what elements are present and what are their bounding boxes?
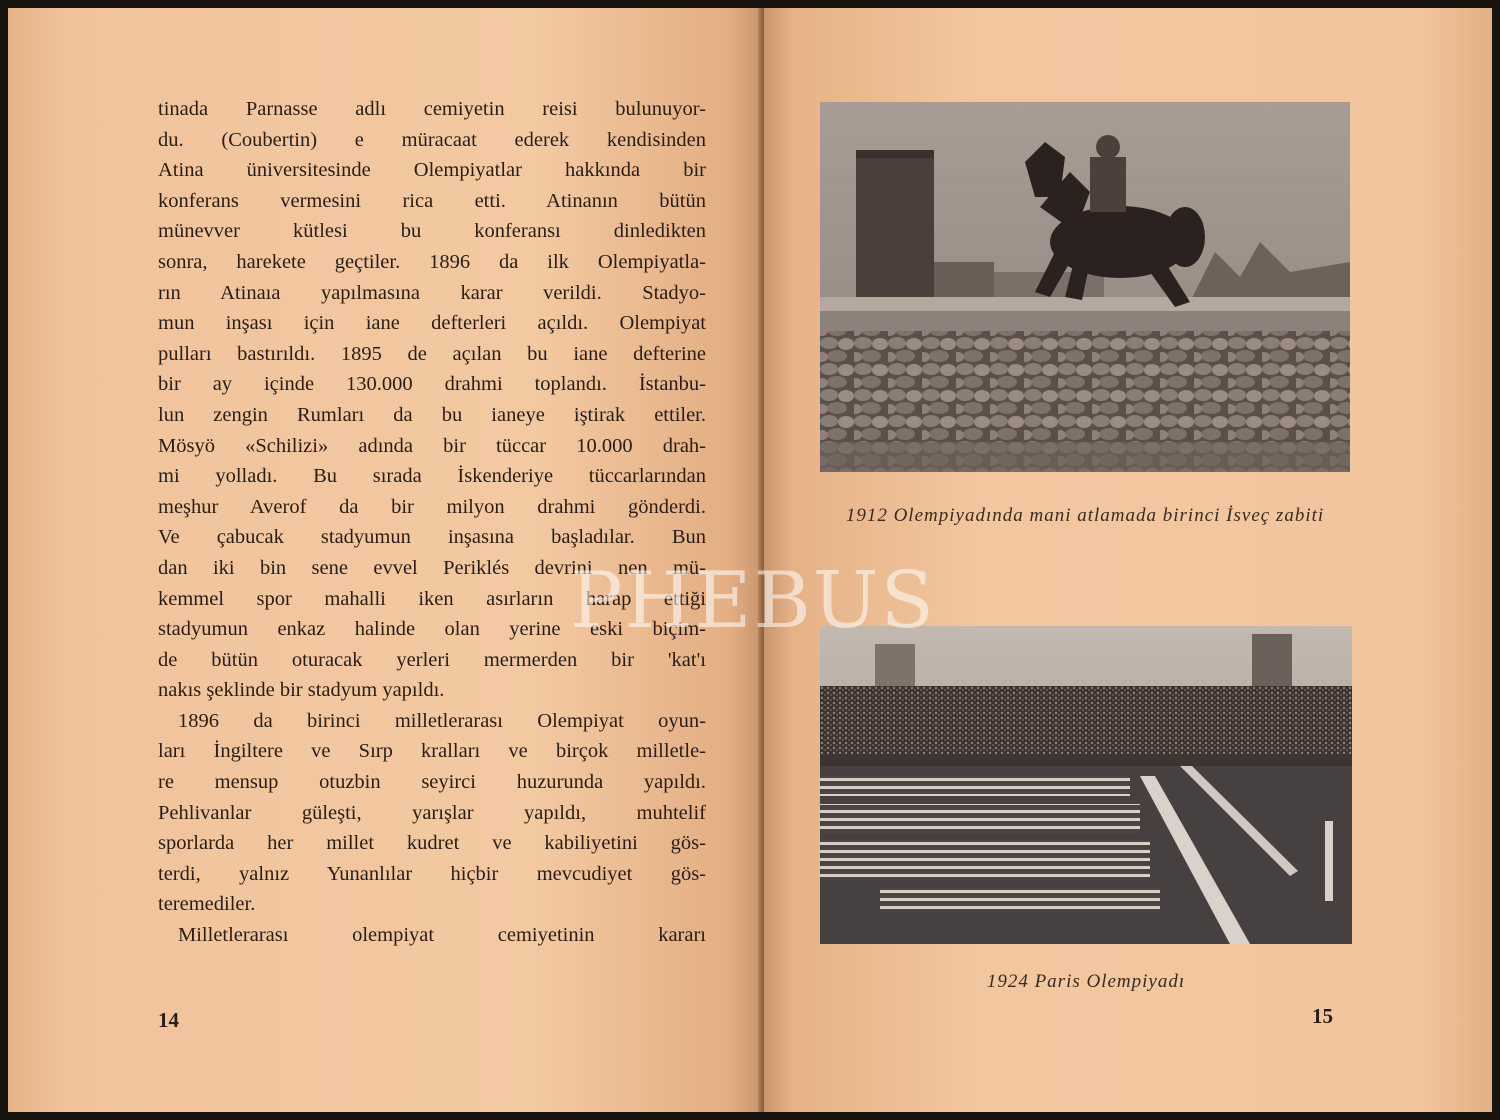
text-line: ları İngiltere ve Sırp kralları ve birçok milletle- [158,740,706,763]
text-line: sporlarda her millet kudret ve kabiliyetini gös- [158,832,706,855]
text-line: mun inşası için iane defterleri açıldı. Olempiyat [158,312,706,335]
text-line: teremediler. [158,893,256,916]
watermark-text: PHEBUS [570,556,936,646]
text-line: mi yolladı. Bu sırada İskenderiye tüccarlarından [158,465,706,488]
stadium-photo [820,626,1352,944]
text-line: bir ay içinde 130.000 drahmi toplandı. İstanbu- [158,373,706,396]
text-line: sonra, harekete geçtiler. 1896 da ilk Olempiyatla- [158,250,706,273]
photo2-caption: 1924 Paris Olempiyadı [986,971,1186,992]
text-line: meşhur Averof da bir milyon drahmi gönderdi. [158,495,706,518]
show-jumping-illustration [820,102,1350,472]
text-line: Ve çabucak stadyumun inşasına başladılar. Bun [158,526,706,549]
page-number-right: 15 [1312,1004,1333,1028]
book-spread [8,8,1492,1112]
photo1-caption: 1912 Olempiyadında mani atlamada birinci İsveç zabiti [845,505,1325,526]
text-line: re mensup otuzbin seyirci huzurunda yapıldı. [158,771,706,794]
show-jumping-photo [820,102,1350,472]
text-line: tinada Parnasse adlı cemiyetin reisi bulunuyor- [158,98,706,120]
text-line: rın Atinaıa yapılmasına karar verildi. Stadyo- [158,281,706,304]
text-line: nakıs şeklinde bir stadyum yapıldı. [158,679,445,702]
stadium-illustration [820,626,1352,944]
text-line: de bütün oturacak yerleri mermerden bir 'kat'ı [158,648,706,671]
text-line: 1896 da birinci milletlerarası Olempiyat oyun- [178,709,706,732]
tower-shape [856,152,934,302]
text-line: Milletlerarası olempiyat cemiyetinin kararı [178,924,706,947]
text-line: dan iki bin sene evvel Periklés devrini nen mü- [158,556,706,579]
text-line: lun zengin Rumları da bu ianeye iştirak ettiler. [158,403,706,426]
text-line: münevver kütlesi bu konferansı dinledikten [158,220,706,243]
text-line: Atina üniversitesinde Olempiyatlar hakkında bir [158,159,706,182]
text-line: Pehlivanlar güleşti, yarışlar yapıldı, muhtelif [158,801,706,824]
text-line: stadyumun enkaz halinde olan yerine eski biçim- [158,618,706,641]
text-line: kemmel spor mahalli iken asırların harap ettiği [158,587,706,610]
text-line: konferans vermesini rica etti. Atinanın bütün [158,189,706,212]
text-line: pulları bastırıldı. 1895 de açılan bu iane defterine [158,342,706,365]
text-line: terdi, yalnız Yunanlılar hiçbir mevcudiyet gös- [158,862,706,885]
left-page-text [158,94,706,951]
text-line: Mösyö «Schilizi» adında bir tüccar 10.000 drah- [158,434,706,457]
page-number-left: 14 [158,1008,179,1032]
text-line: du. (Coubertin) e müracaat ederek kendisinden [158,128,706,151]
